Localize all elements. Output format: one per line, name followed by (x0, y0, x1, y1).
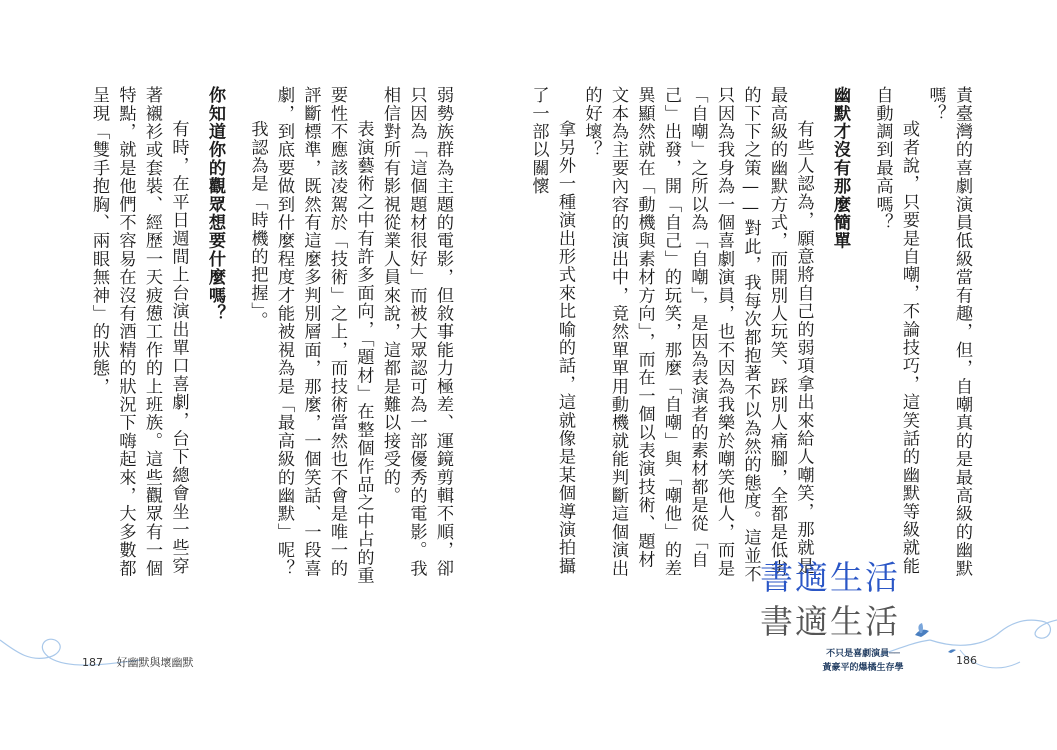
page-footer (82, 654, 194, 670)
watermark-text-gray: 書適生活 (760, 602, 900, 641)
running-head: 好幽默與壞幽默 (116, 656, 194, 669)
paragraph: 有些人認為，願意將自己的弱項拿出來給人嘲笑，那就是最高級的幽默方式，而開別人玩笑、踩別人痛腳，全都是低劣的下下之策——對此，我每次都抱著不以為然的態度。這並不只因為我身為一個喜劇演員，也不因為我樂於嘲笑他人，而是「自嘲」之所以為「自嘲」，是因為表演者的素材都是從「自己」出發，開「自己」的玩笑，那麼「自嘲」與「嘲他」的差異顯然就在「動機與素材方向」，而在一個以表演技術、題材文本為主要內容的演出中，竟然單單用動機就能判斷這個演出的好壞？ (581, 86, 814, 583)
watermark (760, 556, 930, 644)
left-page-body (46, 86, 456, 586)
section-heading: 幽默才沒有那麼簡單 (830, 86, 850, 250)
page-number: 186 (956, 654, 977, 667)
paragraph: 拿另外一種演出形式來比喻的話，這就像是某個導演拍攝了一部以關懷 (528, 86, 575, 576)
running-head-line: 黃豪平的爆橘生存學 (822, 663, 904, 673)
paragraph: 表演藝術之中有許多面向，「題材」在整個作品之中占的重要性不應該凌駕於「技術」之上，而技術當然也不會是唯一的評斷標準，既然有這麼多判別層面，那麼，一個笑話、一段喜劇，到底要做到什麼程度才能被視為是「最高級的幽默」呢？ (274, 86, 374, 585)
paragraph: 或者說，只要是自嘲，不論技巧，這笑話的幽默等級就能自動調到最高嗎？ (872, 86, 919, 576)
page-number: 187 (82, 656, 103, 669)
left-page (0, 0, 528, 750)
right-page-body (528, 86, 975, 586)
paragraph: 責臺灣的喜劇演員低級當有趣，但，自嘲真的是最高級的幽默嗎？ (925, 86, 972, 578)
running-head-line: 不只是喜劇演員── (826, 649, 900, 659)
running-head (808, 647, 918, 675)
paragraph: 我認為是「時機的把握」。 (247, 120, 268, 331)
watermark-text-blue: 書適生活 (760, 558, 900, 597)
section-heading: 你知道你的觀眾想要什麼嗎？ (205, 86, 225, 323)
paragraph: 有時，在平日週間上台演出單口喜劇，台下總會坐一些穿著襯衫或套裝、經歷一天疲憊工作的上班族。這些觀眾有一個特點，就是他們不容易在沒有酒精的狀況下嗨起來，大多數都呈現「雙手抱胸、兩眼無神」的狀態， (89, 86, 189, 578)
paragraph: 弱勢族群為主題的電影，但敘事能力極差、運鏡剪輯不順，卻只因為「這個題材很好」而被大眾認可為一部優秀的電影。我相信對所有影視從業人員來說，這都是難以接受的。 (380, 86, 453, 578)
